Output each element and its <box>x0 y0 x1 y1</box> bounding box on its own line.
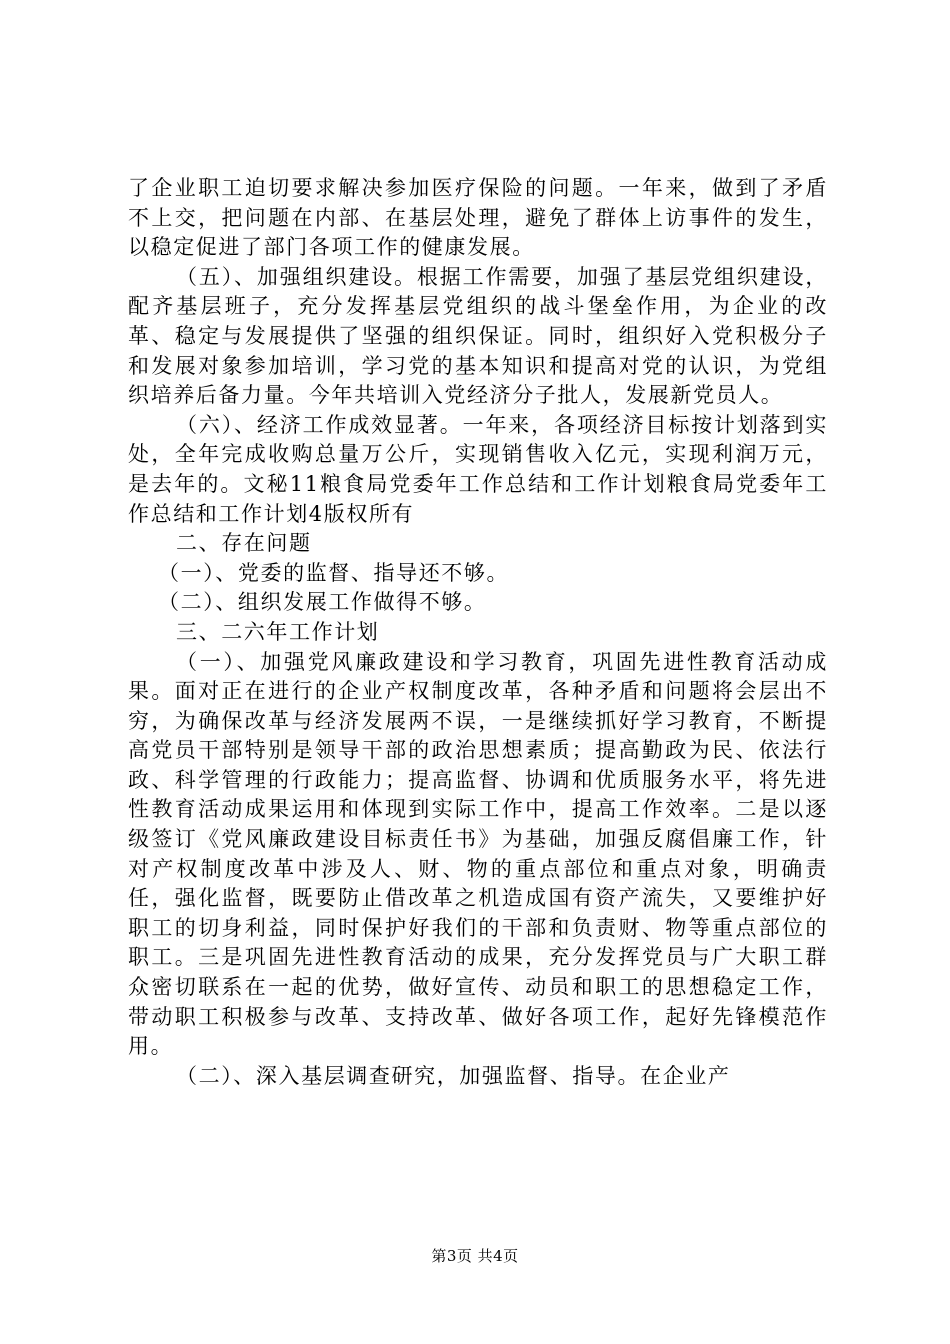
paragraph-section-5: （五）、加强组织建设。根据工作需要，加强了基层党组织建设，配齐基层班子，充分发挥基层党组织的战斗堡垒作用，为企业的改革、稳定与发展提供了坚强的组织保证。同时，组织好入党积极分子和发展对象参加培训，学习党的基本知识和提高对党的认识，为党组织培养后备力量。今年共培训入党经济分子批人，发展新党员人。 <box>128 264 828 408</box>
paragraph-plan-2: （二）、深入基层调查研究，加强监督、指导。在企业产 <box>176 1063 731 1088</box>
page-footer <box>0 1245 950 1266</box>
document-body <box>128 174 828 1091</box>
paragraph-continuation: 了企业职工迫切要求解决参加医疗保险的问题。一年来，做到了矛盾不上交，把问题在内部、在基层处理，避免了群体上访事件的发生，以稳定促进了部门各项工作的健康发展。 <box>128 176 828 260</box>
paragraph-plan-1: （一）、加强党风廉政建设和学习教育，巩固先进性教育活动成果。面对正在进行的企业产权制度改革，各种矛盾和问题将会层出不穷，为确保改革与经济发展两不误，一是继续抓好学习教育，不断提高党员干部特别是领导干部的政治思想素质；提高勤政为民、依法行政、科学管理的行政能力；提高监督、协调和优质服务水平，将先进性教育活动成果运用和体现到实际工作中，提高工作效率。二是以逐级签订《党风廉政建设目标责任书》为基础，加强反腐倡廉工作，针对产权制度改革中涉及人、财、物的重点部位和重点对象，明确责任，强化监督，既要防止借改革之机造成国有资产流失，又要维护好职工的切身利益，同时保护好我们的干部和负责财、物等重点部位的职工。三是巩固先进性教育活动的成果，充分发挥党员与广大职工群众密切联系在一起的优势，做好宣传、动员和职工的思想稳定工作，带动职工积极参与改革、支持改革、做好各项工作，起好先锋模范作用。 <box>128 649 828 1059</box>
heading-problems: 二、存在问题 <box>176 531 312 556</box>
paragraph-problem-1: （一）、党委的监督、指导还不够。 <box>158 560 510 585</box>
heading-work-plan: 三、二六年工作计划 <box>176 619 380 644</box>
page-number-label: 第3页 共4页 <box>431 1247 519 1265</box>
paragraph-problem-2: （二）、组织发展工作做得不够。 <box>158 590 487 615</box>
paragraph-section-6: （六）、经济工作成效显著。一年来，各项经济目标按计划落到实处，全年完成收购总量万公斤，实现销售收入亿元，实现利润万元，是去年的。文秘11粮食局党委年工作总结和工作计划粮食局党委年工作总结和工作计划4版权所有 <box>128 412 828 526</box>
